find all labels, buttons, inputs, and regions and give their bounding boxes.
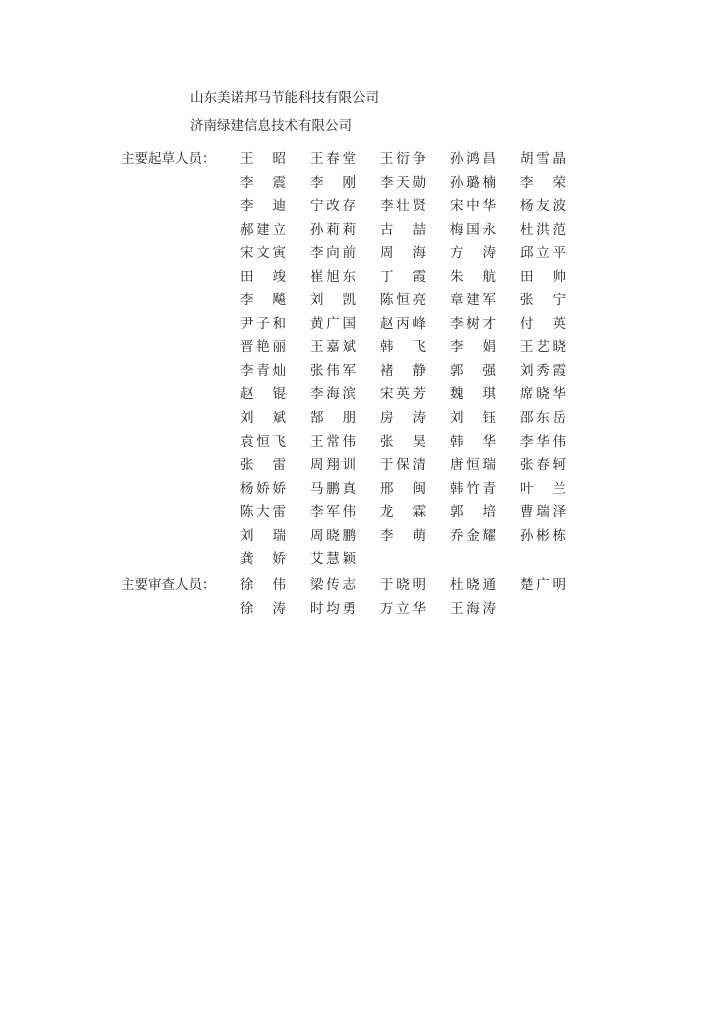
person-name: 刘秀霞	[520, 362, 566, 379]
person-name: 方 涛	[450, 245, 496, 262]
person-name: 艾慧颖	[310, 551, 356, 568]
person-name: 陈大雷	[240, 504, 286, 521]
person-name: 唐恒瑞	[450, 457, 496, 474]
person-name: 于晓明	[380, 577, 426, 593]
person-name: 王 昭	[240, 151, 286, 167]
organization-name: 济南绿建信息技术有限公司	[190, 118, 352, 134]
person-name: 杨友波	[520, 198, 566, 215]
person-name: 韩 华	[450, 433, 496, 450]
person-name: 杜洪范	[520, 221, 566, 238]
person-name: 袁恒飞	[240, 433, 286, 450]
person-name: 韩竹青	[450, 480, 496, 497]
person-name: 郝建立	[240, 221, 286, 238]
person-name: 丁 霞	[380, 268, 426, 285]
person-name: 龚 娇	[240, 551, 286, 568]
person-name: 章建军	[450, 292, 496, 309]
person-name: 赵 锟	[240, 386, 286, 403]
person-name: 田 帅	[520, 268, 566, 285]
person-name: 李青灿	[240, 362, 286, 379]
person-name: 刘 瑞	[240, 527, 286, 544]
person-name: 褚 静	[380, 362, 426, 379]
person-name: 龙 霖	[380, 504, 426, 521]
person-name: 楚广明	[520, 577, 566, 593]
person-name: 胡雪晶	[520, 151, 566, 167]
person-name: 宋中华	[450, 198, 496, 215]
person-name: 李壮贤	[380, 198, 426, 215]
person-name: 张伟军	[310, 362, 356, 379]
person-name: 尹子和	[240, 315, 286, 332]
person-name: 张 昊	[380, 433, 426, 450]
person-name: 王衍争	[380, 151, 426, 167]
person-name: 李 飚	[240, 292, 286, 309]
person-name: 席晓华	[520, 386, 566, 403]
person-name: 孙彬栋	[520, 527, 566, 544]
person-name: 陈恒亮	[380, 292, 426, 309]
person-name: 崔旭东	[310, 268, 356, 285]
person-name: 李海滨	[310, 386, 356, 403]
person-name: 朱 航	[450, 268, 496, 285]
person-name: 梅国永	[450, 221, 496, 238]
person-name: 刘 凯	[310, 292, 356, 309]
drafters-label: 主要起草人员：	[121, 151, 216, 167]
person-name: 晋艳丽	[240, 339, 286, 356]
person-name: 孙鸿昌	[450, 151, 496, 167]
person-name: 王艺晓	[520, 339, 566, 356]
person-name: 郭 培	[450, 504, 496, 521]
person-name: 王常伟	[310, 433, 356, 450]
person-name: 周晓鹏	[310, 527, 356, 544]
person-name: 张 宁	[520, 292, 566, 309]
person-name: 马鹏真	[310, 480, 356, 497]
person-name: 杜晓通	[450, 577, 496, 593]
person-name: 刘 钰	[450, 410, 496, 427]
person-name: 李 震	[240, 174, 286, 191]
person-name: 魏 琪	[450, 386, 496, 403]
person-name: 李军伟	[310, 504, 356, 521]
person-name: 乔金耀	[450, 527, 496, 544]
person-name: 李 迪	[240, 198, 286, 215]
person-name: 邢 闽	[380, 480, 426, 497]
person-name: 于保清	[380, 457, 426, 474]
person-name: 宋文寅	[240, 245, 286, 262]
person-name: 李树才	[450, 315, 496, 332]
person-name: 李华伟	[520, 433, 566, 450]
person-name: 付 英	[520, 315, 566, 332]
person-name: 李 娟	[450, 339, 496, 356]
person-name: 宋英芳	[380, 386, 426, 403]
person-name: 王嘉斌	[310, 339, 356, 356]
person-name: 王春堂	[310, 151, 356, 167]
person-name: 邵东岳	[520, 410, 566, 427]
person-name: 李 萌	[380, 527, 426, 544]
person-name: 叶 兰	[520, 480, 566, 497]
person-name: 郜 朋	[310, 410, 356, 427]
person-name: 徐 涛	[240, 600, 286, 617]
person-name: 周 海	[380, 245, 426, 262]
person-name: 李 荣	[520, 174, 566, 191]
person-name: 赵丙峰	[380, 315, 426, 332]
person-name: 李 刚	[310, 174, 356, 191]
person-name: 万立华	[380, 600, 426, 617]
person-name: 张 雷	[240, 457, 286, 474]
person-name: 周翔训	[310, 457, 356, 474]
person-name: 韩 飞	[380, 339, 426, 356]
organization-name: 山东美诺邦马节能科技有限公司	[190, 90, 379, 106]
person-name: 张春轲	[520, 457, 566, 474]
person-name: 孙璐楠	[450, 174, 496, 191]
person-name: 刘 斌	[240, 410, 286, 427]
person-name: 邱立平	[520, 245, 566, 262]
person-name: 时均勇	[310, 600, 356, 617]
person-name: 古 喆	[380, 221, 426, 238]
person-name: 曹瑞泽	[520, 504, 566, 521]
person-name: 李向前	[310, 245, 356, 262]
person-name: 徐 伟	[240, 577, 286, 593]
person-name: 梁传志	[310, 577, 356, 593]
person-name: 宁改存	[310, 198, 356, 215]
person-name: 李天勋	[380, 174, 426, 191]
person-name: 王海涛	[450, 600, 496, 617]
reviewers-label: 主要审查人员：	[121, 577, 216, 593]
person-name: 黄广国	[310, 315, 356, 332]
person-name: 郭 强	[450, 362, 496, 379]
person-name: 房 涛	[380, 410, 426, 427]
person-name: 田 竣	[240, 268, 286, 285]
person-name: 孙莉莉	[310, 221, 356, 238]
person-name: 杨娇娇	[240, 480, 286, 497]
